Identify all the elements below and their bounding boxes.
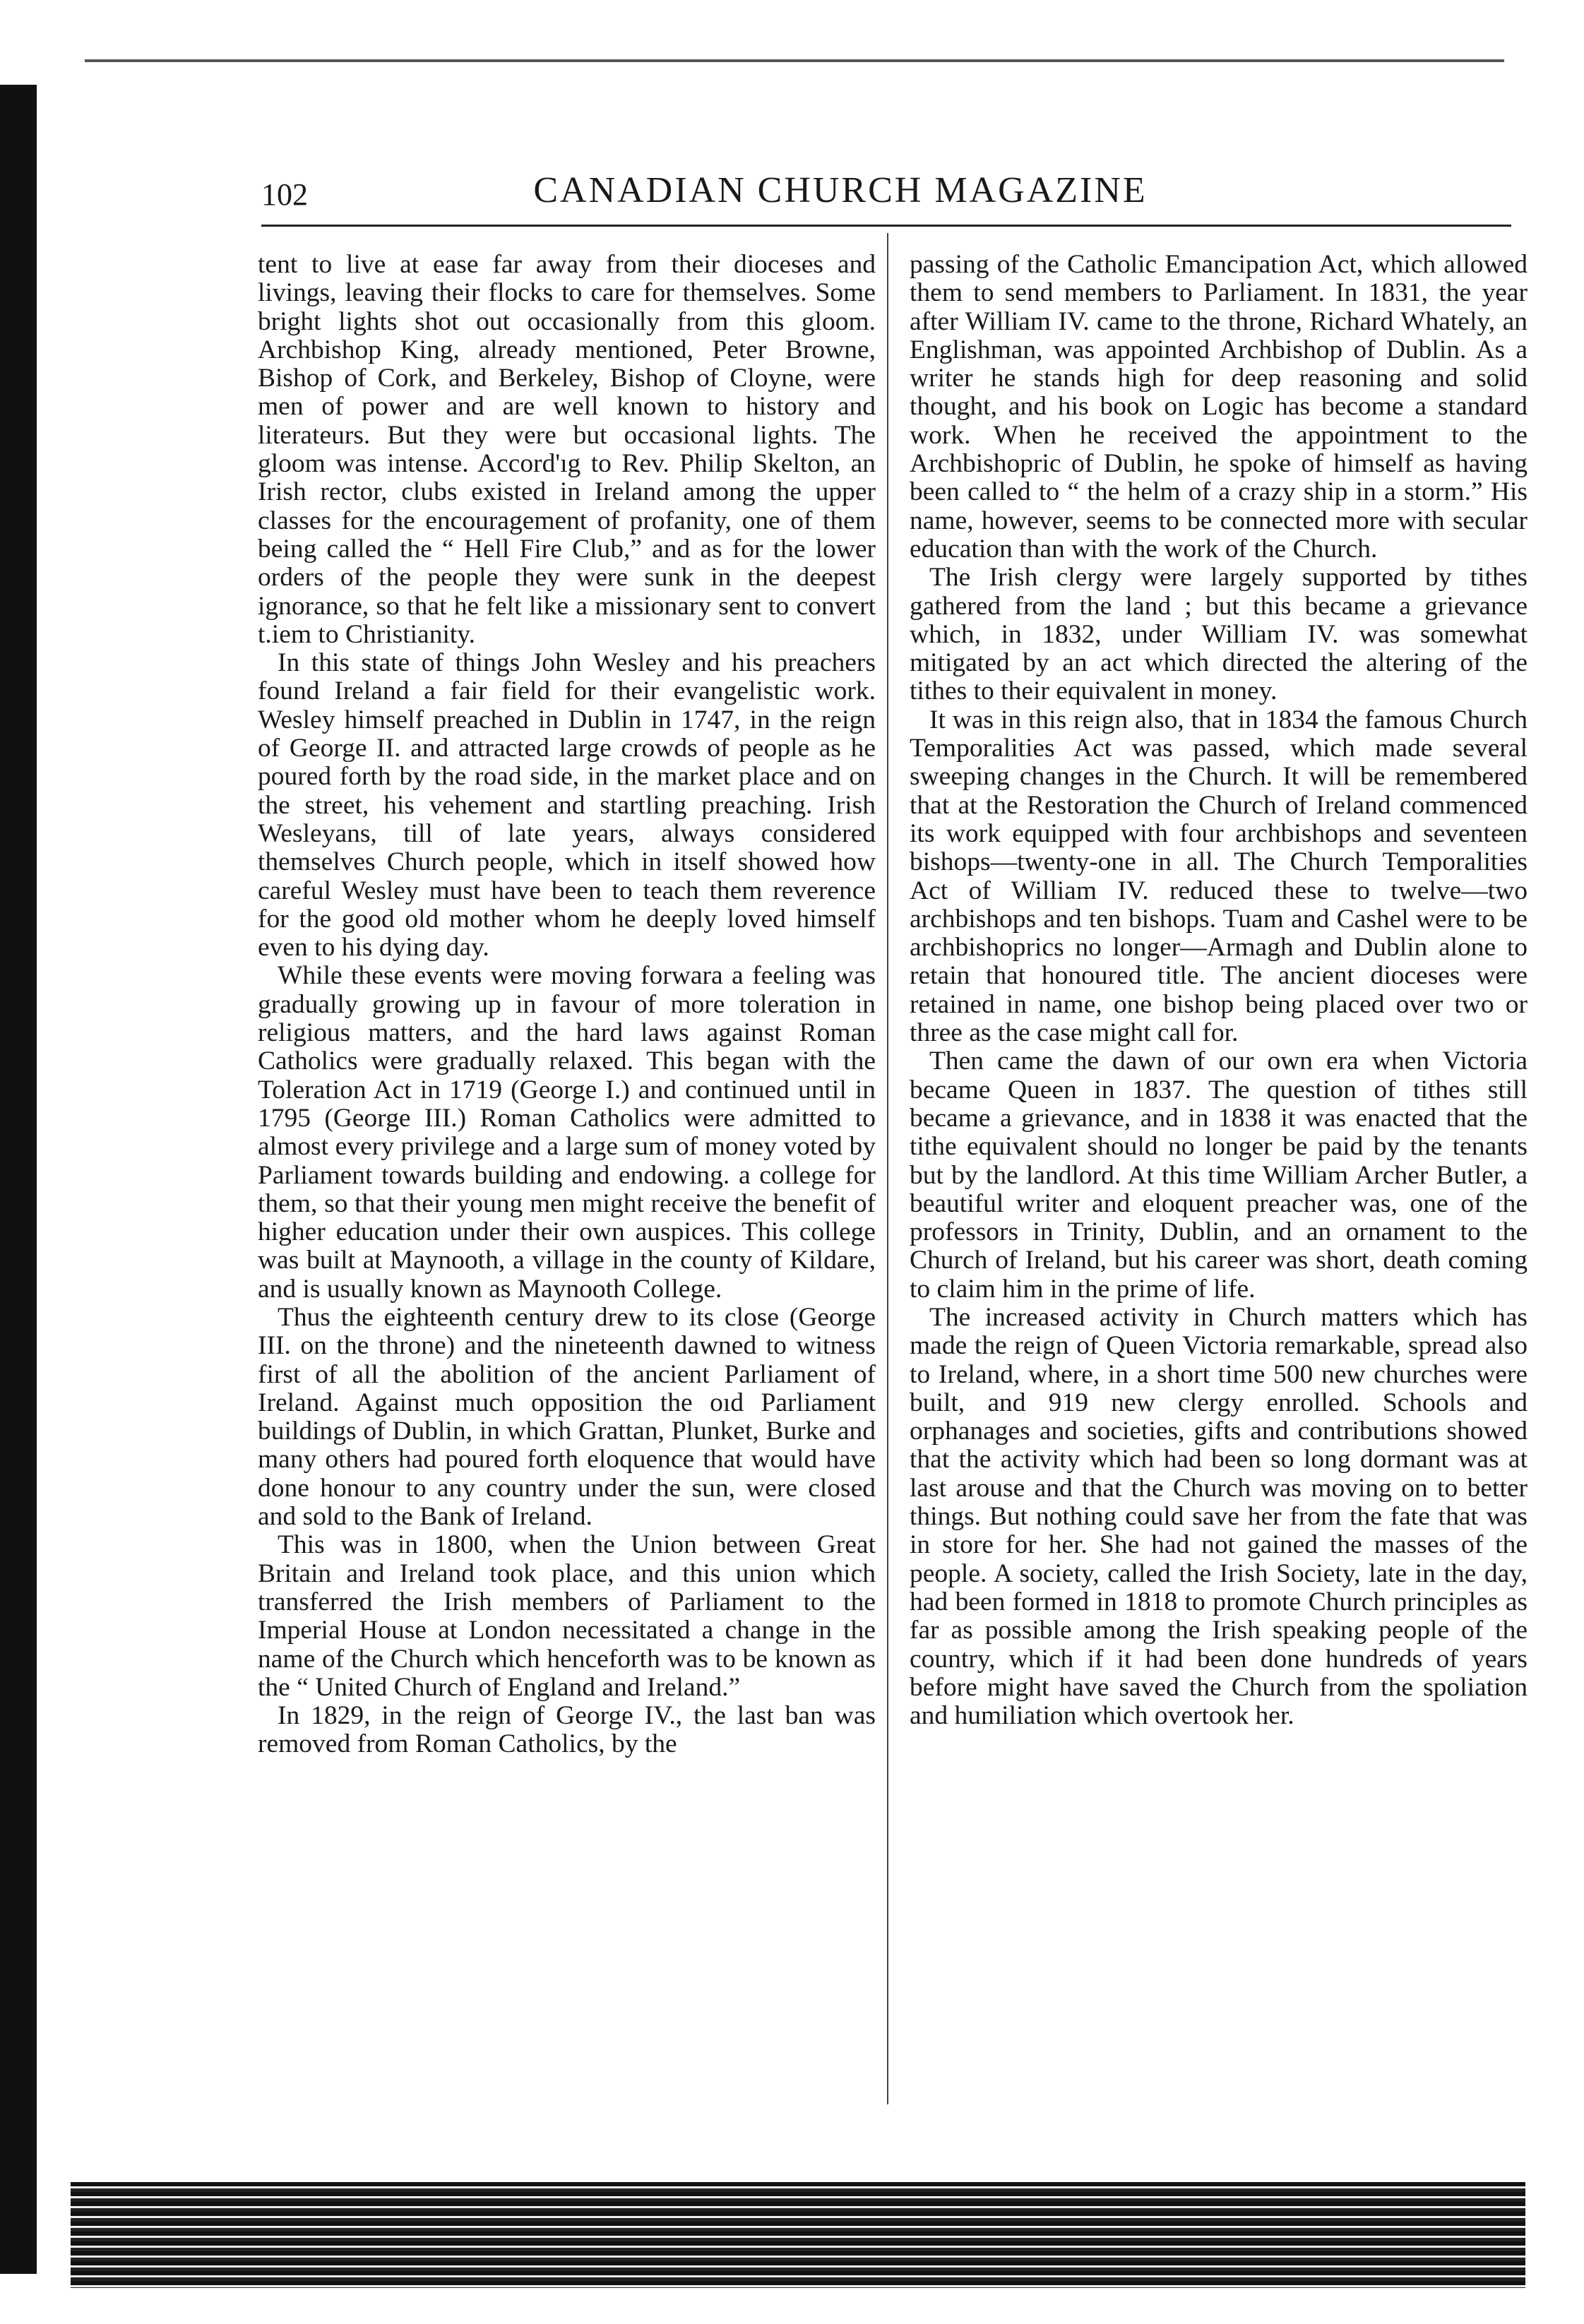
paragraph: While these events were moving forwara a feeling was gradually growing up in favour of more toleration in religious matters, and the hard laws against Roman Catholics were gradually relaxed. This began with the Toleration Act in 1719 (George I.) and continued until in 1795 (George III.) Roman Catholics were admitted to almost every privilege and a large sum of money voted by Parliament towards building and endowing. a college for them, so that their young men might receive the benefit of higher education under their own auspices. This college was built at Maynooth, a village in the county of Kildare, and is usually known as Maynooth College.	[258, 961, 876, 1304]
paragraph: passing of the Catholic Emancipation Act, which allowed them to send members to Parliament. In 1831, the year after William IV. came to the throne, Richard Whately, an Englishman, was appointed Archbishop of Dublin. As a writer he stands high for deep reasoning and solid thought, and his book on Logic has become a standard work. When he received the appointment to the Archbishopric of Dublin, he spoke of himself as having been called to “ the helm of a crazy ship in a storm.” His name, however, seems to be connected more with secular education than with the work of the Church.	[910, 250, 1528, 564]
left-column	[258, 251, 876, 2073]
paragraph: Thus the eighteenth century drew to its close (George III. on the throne) and the nineteenth dawned to witness first of all the abolition of the ancient Parliament of Ireland. Against much opposition the oıd Parliament buildings of Dublin, in which Grattan, Plunket, Burke and many others had poured forth eloquence that would have done honour to any country under the sun, were closed and sold to the Bank of Ireland.	[258, 1302, 876, 1532]
scan-margin-shadow	[0, 85, 37, 2274]
paragraph: In 1829, in the reign of George IV., the last ban was removed from Roman Catholics, by the	[258, 1701, 876, 1759]
paragraph: In this state of things John Wesley and his preachers found Ireland a fair field for their evangelistic work. Wesley himself preached in Dublin in 1747, in the reign of George II. and attracted large crowds of people as he poured forth by the road side, in the market place and on the street, his vehement and startling preaching. Irish Wesleyans, till of late years, always considered themselves Church people, which in itself showed how careful Wesley must have been to teach them reverence for the good old mother whom he deeply loved himself even to his dying day.	[258, 648, 876, 963]
paragraph: This was in 1800, when the Union between Great Britain and Ireland took place, and this union which transferred the Irish members of Parliament to the Imperial House at London necessitated a change in the name of the Church which henceforth was to be known as the “ United Church of England and Ireland.”	[258, 1530, 876, 1702]
column-divider	[887, 233, 888, 2104]
paragraph: The Irish clergy were largely supported by tithes gathered from the land ; but this became a grievance which, in 1832, under William IV. was somewhat mitigated by an act which directed the altering of the tithes to their equivalent in money.	[910, 563, 1528, 706]
header-rule	[261, 225, 1511, 227]
scan-bottom-band	[71, 2182, 1525, 2288]
paragraph: Then came the dawn of our own era when Victoria became Queen in 1837. The question of tithes still became a grievance, and in 1838 it was enacted that the tithe equivalent should no longer be paid by the tenants but by the landlord. At this time William Archer Butler, a beautiful writer and eloquent preacher was, one of the professors in Trinity, Dublin, and an ornament to the Church of Ireland, but his career was short, death coming to claim him in the prime of life.	[910, 1047, 1528, 1304]
paragraph: The increased activity in Church matters which has made the reign of Queen Victoria remarkable, spread also to Ireland, where, in a short time 500 new churches were built, and 919 new clergy enrolled. Schools and orphanages and societies, gifts and contributions showed that the activity which had been so long dormant was at last arouse and that the Church was moving on to better things. But nothing could save her from the fate that was in store for her. She had not gained the masses of the people. A society, called the Irish Society, late in the day, had been formed in 1818 to promote Church principles as far as possible among the Irish speaking people of the country, which if it had been done hundreds of years before might have saved the Church from the spoliation and humiliation which overtook her.	[910, 1302, 1528, 1731]
paragraph: tent to live at ease far away from their dioceses and livings, leaving their flocks to care for themselves. Some bright lights shot out occasionally from this gloom. Archbishop King, already mentioned, Peter Browne, Bishop of Cork, and Berkeley, Bishop of Cloyne, were men of power and are well known to history and literateurs. But they were but occasional lights. The gloom was intense. Accord'ıg to Rev. Philip Skelton, an Irish rector, clubs existed in Ireland among the upper classes for the encouragement of profanity, one of them being called the “ Hell Fire Club,” and as for the lower orders of the people they were sunk in the deepest ignorance, so that he felt like a missionary sent to convert t.iem to Christianity.	[258, 250, 876, 649]
page-header	[261, 169, 1511, 233]
right-column	[910, 251, 1528, 2073]
paragraph: It was in this reign also, that in 1834 the famous Church Temporalities Act was passed, which made several sweeping changes in the Church. It will be remembered that at the Restoration the Church of Ireland commenced its work equipped with four archbishops and seventeen bishops—twenty-one in all. The Church Temporalities Act of William IV. reduced these to twelve—two archbishops and ten bishops. Tuam and Cashel were to be archbishoprics no longer—Armagh and Dublin alone to retain that honoured title. The ancient dioceses were retained in name, one bishop being placed over two or three as the case might call for.	[910, 705, 1528, 1048]
top-rule	[85, 59, 1504, 62]
magazine-title: CANADIAN CHURCH MAGAZINE	[533, 170, 1148, 210]
page-number: 102	[261, 177, 308, 212]
